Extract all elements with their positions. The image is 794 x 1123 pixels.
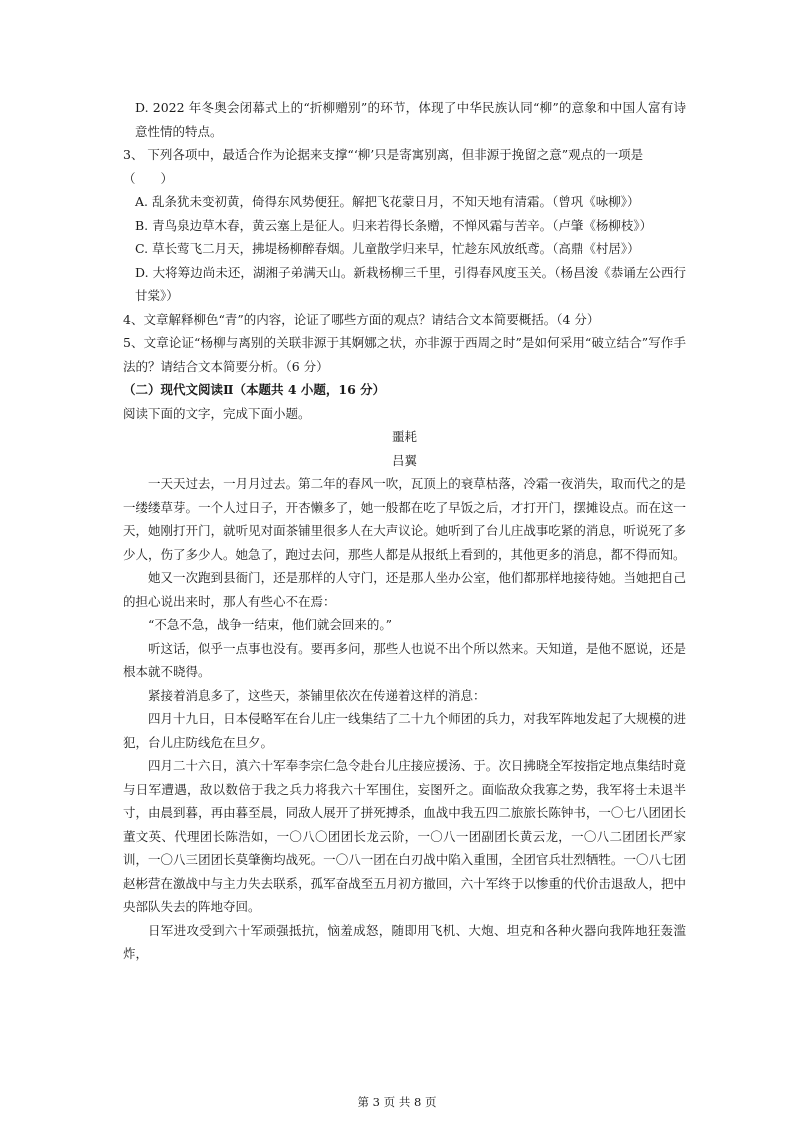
story-paragraph: 紧接着消息多了，这些天，茶铺里依次在传递着这样的消息： <box>148 687 486 703</box>
story-paragraph: 她又一次跑到县衙门，还是那样的人守门，还是那人坐办公室，他们都那样地接待她。当她把自己的担心说出来时，那人有些心不在焉： <box>123 570 686 609</box>
question-4: 4、文章解释柳色“青”的内容，论证了哪些方面的观点？请结合文本简要概括。（4 分） <box>123 311 600 327</box>
section-title: （二）现代文阅读Ⅱ（本题共 4 小题，16 分） <box>123 382 386 397</box>
story-quote: “不急不急，战争一结束，他们就会回来的。” <box>148 617 393 632</box>
page-footer: 第 3 页 共 8 页 <box>357 1095 437 1109</box>
question-3-stem: 3、 下列各项中，最适合作为论据来支撑“‘柳’只是寄寓别离，但非源于挽留之意”观点的一项是 <box>123 147 644 162</box>
story-author: 吕翼 <box>391 452 417 468</box>
story-paragraph: 听这话，似乎一点事也没有。要再多问，那些人也说不出个所以然来。天知道，是他不愿说，还是根本就不晓得。 <box>123 640 686 679</box>
question-3-option-b: B. 青鸟泉边草木春，黄云塞上是征人。归来若得长条赠，不惮风霜与苦辛。（卢肇《杨柳枝》） <box>135 217 653 233</box>
question-3-option-d: D. 大将筹边尚未还，湖湘子弟满天山。新栽杨柳三千里，引得春风度玉关。（杨昌浚《恭诵左公西行甘棠》） <box>135 264 686 303</box>
question-5: 5、文章论证“杨柳与离别的关联非源于其婀娜之状，亦非源于西周之时”是如何采用“破立结合”写作手法的？请结合文本简要分析。（6 分） <box>123 335 686 374</box>
story-title: 噩耗 <box>391 429 417 444</box>
question-3-blank: （ ） <box>123 170 174 186</box>
story-paragraph: 日军进攻受到六十军顽强抵抗，恼羞成怒，随即用飞机、大炮、坦克和各种火器向我阵地狂轰滥炸， <box>123 922 686 961</box>
question-3-option-a: A. 乱条犹未变初黄，倚得东风势便狂。解把飞花蒙日月，不知天地有清霜。（曾巩《咏柳》） <box>135 194 640 209</box>
q2-option-d: D. 2022 年冬奥会闭幕式上的“折柳赠别”的环节，体现了中华民族认同“柳”的意象和中国人富有诗意性情的特点。 <box>135 100 686 139</box>
question-3-option-c: C. 草长莺飞二月天，拂堤杨柳醉春烟。儿童散学归来早，忙趁东风放纸鸢。（高鼎《村居》） <box>135 241 640 256</box>
story-paragraph: 四月十九日，日本侵略军在台儿庄一线集结了二十九个师团的兵力，对我军阵地发起了大规模的进犯，台儿庄防线危在旦夕。 <box>123 711 686 750</box>
story-paragraph: 一天天过去，一月月过去。第二年的春风一吹，瓦顶上的衰草枯落，冷霜一夜消失，取而代之的是一缕缕草芽。一个人过日子，开杏懒多了，她一般都在吃了早饭之后，才打开门，摆摊设点。而在这一天，她刚打开门，就听见对面茶铺里很多人在大声议论。她听到了台儿庄战事吃紧的消息，听说死了多少人，伤了多少人。她急了，跑过去问，那些人都是从报纸上看到的，其他更多的消息，都不得而知。 <box>123 476 686 562</box>
reading-instruction: 阅读下面的文字，完成下面小题。 <box>123 405 311 421</box>
story-paragraph: 四月二十六日，滇六十军奉李宗仁急令赴台儿庄接应援汤、于。次日拂晓全军按指定地点集结时竟与日军遭遇，敌以数倍于我之兵力将我六十军围住，妄图歼之。面临敌众我寡之势，我军将士未退半寸，由晨到暮，再由暮至晨，同敌人展开了拼死搏杀，血战中我五四二旅旅长陈钟书，一〇七八团团长董文英、代理团长陈浩如，一〇八〇团团长龙云阶，一〇八一团副团长黄云龙，一〇八二团团长严家训，一〇八三团团长莫肇衡均战死。一〇八一团在白刃战中陷入重围，全团官兵壮烈牺牲。一〇八七团赵彬营在激战中与主力失去联系，孤军奋战至五月初方撤回，六十军终于以惨重的代价击退敌人，把中央部队失去的阵地夺回。 <box>123 758 686 914</box>
